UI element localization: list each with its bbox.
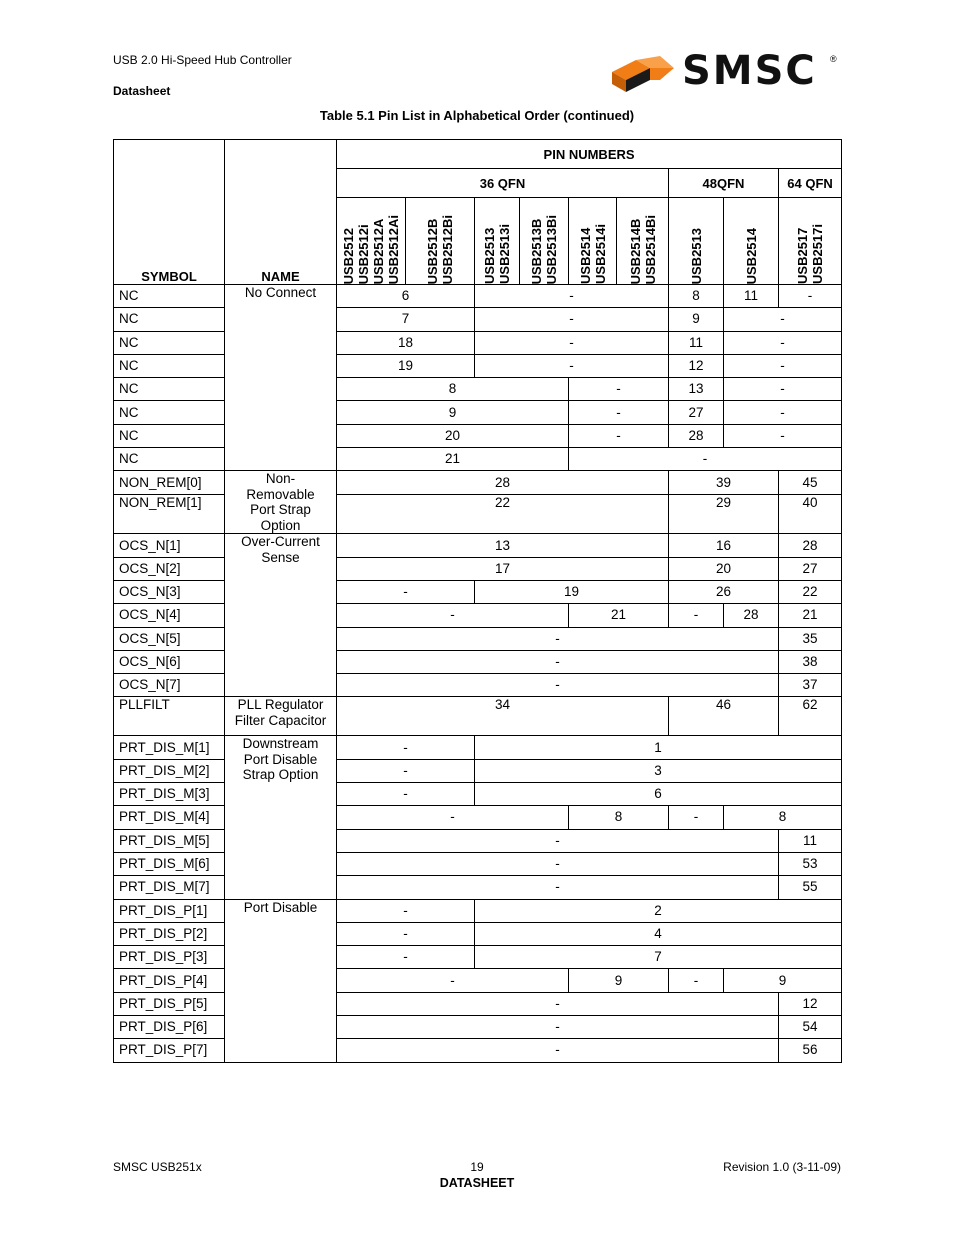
table-row [114,471,842,495]
pin-number-cell: 11 [724,285,779,308]
smsc-logo-mark [610,54,680,98]
table-row [114,401,842,424]
pin-number-cell: - [337,783,475,806]
table-row [114,448,842,471]
pin-number-cell: - [337,1039,779,1062]
pin-number-cell: - [337,969,569,992]
pin-number-cell: 27 [779,557,842,580]
pin-number-cell: - [569,401,669,424]
device-header-label: USB2512 USB2512i USB2512A USB2512Ai [341,214,401,284]
pin-number-cell: 12 [669,354,724,377]
qfn64-header: 64 QFN [779,169,842,198]
table-row [114,697,842,736]
pin-number-cell: - [475,308,669,331]
pin-symbol: NC [114,378,225,401]
pin-number-cell: 40 [779,494,842,533]
pin-number-cell: 20 [337,424,569,447]
pin-number-cell: 16 [669,534,779,557]
footer-doc-type: DATASHEET [439,1176,515,1190]
pin-number-cell: 9 [337,401,569,424]
header-doc-type: Datasheet [113,84,171,98]
table-row [114,650,842,673]
pin-symbol: PRT_DIS_P[4] [114,969,225,992]
pin-name: PLL Regulator Filter Capacitor [225,697,337,736]
pin-number-cell: 9 [569,969,669,992]
pin-number-cell: - [724,354,842,377]
device-header-label: USB2513 [688,227,704,284]
table-row [114,1039,842,1062]
pin-number-cell: 28 [337,471,669,495]
pin-symbol: PRT_DIS_M[6] [114,852,225,875]
pin-number-cell: 62 [779,697,842,736]
device-header [724,198,779,285]
pin-number-cell: 7 [337,308,475,331]
pin-number-cell: - [337,627,779,650]
pin-number-cell: - [337,992,779,1015]
table-row [114,946,842,969]
pin-number-cell: 28 [779,534,842,557]
page-number: 19 [470,1160,484,1174]
pin-number-cell: 3 [475,759,842,782]
table-row [114,378,842,401]
table-row [114,627,842,650]
pin-symbol: PRT_DIS_P[6] [114,1016,225,1039]
pin-number-cell: 12 [779,992,842,1015]
pin-symbol: PRT_DIS_M[3] [114,783,225,806]
device-header-label: USB2514B USB2514Bi [627,214,658,284]
pin-number-cell: 35 [779,627,842,650]
pin-number-cell: - [337,852,779,875]
pin-symbol: PRT_DIS_M[4] [114,806,225,829]
pin-symbol: OCS_N[6] [114,650,225,673]
name-header: NAME [225,140,337,285]
table-body [114,285,842,1063]
pin-number-cell: - [669,969,724,992]
pin-number-cell: 22 [337,494,669,533]
pin-number-cell: - [337,806,569,829]
pin-symbol: NC [114,424,225,447]
table-row [114,992,842,1015]
pin-number-cell: 20 [669,557,779,580]
table-row [114,557,842,580]
pin-number-cell: - [337,829,779,852]
pin-number-cell: - [724,401,842,424]
table-row [114,876,842,899]
device-header [669,198,724,285]
pin-number-cell: 4 [475,922,842,945]
pin-number-cell: 37 [779,674,842,697]
table-row [114,806,842,829]
pin-number-cell: - [337,759,475,782]
table-row [114,829,842,852]
pin-number-cell: 22 [779,580,842,603]
pin-number-cell: - [669,806,724,829]
pin-numbers-header: PIN NUMBERS [337,140,842,169]
pin-number-cell: - [337,674,779,697]
table-row [114,852,842,875]
pin-symbol: OCS_N[2] [114,557,225,580]
table-row [114,783,842,806]
pin-number-cell: 39 [669,471,779,495]
table-row [114,580,842,603]
pin-number-cell: 11 [779,829,842,852]
pin-number-cell: 9 [669,308,724,331]
pin-number-cell: - [724,378,842,401]
qfn48-header: 48QFN [669,169,779,198]
pin-number-cell: 1 [475,736,842,759]
device-header-label: USB2517 USB2517i [795,224,826,284]
pin-number-cell: - [569,448,842,471]
table-row [114,604,842,627]
pin-symbol: PLLFILT [114,697,225,736]
pin-name: Port Disable [225,899,337,1062]
table-head [114,140,842,285]
pin-symbol: PRT_DIS_P[5] [114,992,225,1015]
smsc-logo-text: SMSC [682,48,817,94]
pin-number-cell: 13 [337,534,669,557]
device-header [569,198,617,285]
table-row [114,494,842,533]
smsc-logo [610,48,842,98]
table-row [114,354,842,377]
qfn36-header: 36 QFN [337,169,669,198]
pin-symbol: PRT_DIS_P[7] [114,1039,225,1062]
pin-number-cell: 53 [779,852,842,875]
pin-number-cell: - [337,650,779,673]
pin-number-cell: 13 [669,378,724,401]
pin-symbol: OCS_N[5] [114,627,225,650]
pin-number-cell: - [337,604,569,627]
table-row [114,759,842,782]
pin-number-cell: 9 [724,969,842,992]
pin-number-cell: 28 [669,424,724,447]
pin-number-cell: 28 [724,604,779,627]
device-header [779,198,842,285]
pin-symbol: NON_REM[0] [114,471,225,495]
pin-number-cell: - [724,331,842,354]
device-header-label: USB2513 USB2513i [482,224,512,284]
table-row [114,424,842,447]
pin-symbol: OCS_N[7] [114,674,225,697]
footer-left: SMSC USB251x [113,1160,202,1174]
pin-symbol: PRT_DIS_P[3] [114,946,225,969]
pin-number-cell: 21 [779,604,842,627]
pin-number-cell: 46 [669,697,779,736]
pin-number-cell: - [337,736,475,759]
table-row [114,674,842,697]
pin-number-cell: 56 [779,1039,842,1062]
pin-number-cell: - [475,285,669,308]
pin-symbol: PRT_DIS_M[5] [114,829,225,852]
table-row [114,534,842,557]
pin-number-cell: 2 [475,899,842,922]
pin-number-cell: 29 [669,494,779,533]
pin-name: No Connect [225,285,337,471]
pin-number-cell: - [337,922,475,945]
pin-number-cell: - [337,580,475,603]
pin-number-cell: 17 [337,557,669,580]
pin-name: Over-Current Sense [225,534,337,697]
pin-list-table [113,139,842,1063]
pin-symbol: NON_REM[1] [114,494,225,533]
device-header-label: USB2514 USB2514i [577,224,608,284]
pin-number-cell: - [337,876,779,899]
pin-symbol: OCS_N[1] [114,534,225,557]
pin-number-cell: 45 [779,471,842,495]
pin-number-cell: - [724,424,842,447]
pin-number-cell: - [475,331,669,354]
table-caption: Table 5.1 Pin List in Alphabetical Order (continued) [319,108,635,123]
table-row [114,922,842,945]
pin-symbol: NC [114,285,225,308]
device-header [617,198,669,285]
pin-number-cell: 38 [779,650,842,673]
pin-symbol: NC [114,308,225,331]
device-header [520,198,569,285]
pin-number-cell: - [337,899,475,922]
pin-number-cell: 19 [475,580,669,603]
registered-mark: ® [830,54,837,64]
pin-name: Downstream Port Disable Strap Option [225,736,337,899]
pin-symbol: PRT_DIS_P[2] [114,922,225,945]
pin-number-cell: - [724,308,842,331]
pin-number-cell: 11 [669,331,724,354]
pin-number-cell: - [475,354,669,377]
pin-number-cell: 54 [779,1016,842,1039]
pin-name: Non- Removable Port Strap Option [225,471,337,534]
header-product: USB 2.0 Hi-Speed Hub Controller [113,53,292,67]
pin-number-cell: 8 [337,378,569,401]
pin-number-cell: 8 [724,806,842,829]
pin-number-cell: - [569,424,669,447]
device-header [337,198,406,285]
pin-number-cell: 21 [569,604,669,627]
device-header-label: USB2514 [743,227,759,284]
pin-number-cell: 26 [669,580,779,603]
pin-symbol: NC [114,354,225,377]
pin-number-cell: - [337,946,475,969]
pin-symbol: NC [114,448,225,471]
pin-symbol: PRT_DIS_P[1] [114,899,225,922]
device-header [475,198,520,285]
table-row [114,899,842,922]
pin-number-cell: 8 [669,285,724,308]
device-header-label: USB2512B USB2512Bi [425,214,455,284]
pin-symbol: NC [114,331,225,354]
device-header-label: USB2513B USB2513Bi [529,214,559,284]
footer-revision: Revision 1.0 (3-11-09) [723,1160,841,1174]
pin-symbol: PRT_DIS_M[1] [114,736,225,759]
pin-number-cell: - [337,1016,779,1039]
pin-number-cell: 18 [337,331,475,354]
device-header [406,198,475,285]
table-row [114,308,842,331]
pin-symbol: PRT_DIS_M[2] [114,759,225,782]
table-row [114,969,842,992]
table-row [114,331,842,354]
pin-number-cell: - [779,285,842,308]
pin-number-cell: 6 [337,285,475,308]
pin-number-cell: 55 [779,876,842,899]
pin-symbol: PRT_DIS_M[7] [114,876,225,899]
pin-number-cell: - [669,604,724,627]
pin-symbol: OCS_N[3] [114,580,225,603]
pin-number-cell: - [569,378,669,401]
pin-number-cell: 8 [569,806,669,829]
table-row [114,1016,842,1039]
pin-number-cell: 34 [337,697,669,736]
pin-number-cell: 19 [337,354,475,377]
pin-number-cell: 27 [669,401,724,424]
table-row [114,285,842,308]
table-row [114,736,842,759]
pin-symbol: OCS_N[4] [114,604,225,627]
pin-symbol: NC [114,401,225,424]
pin-number-cell: 6 [475,783,842,806]
symbol-header: SYMBOL [114,140,225,285]
pin-number-cell: 21 [337,448,569,471]
pin-number-cell: 7 [475,946,842,969]
